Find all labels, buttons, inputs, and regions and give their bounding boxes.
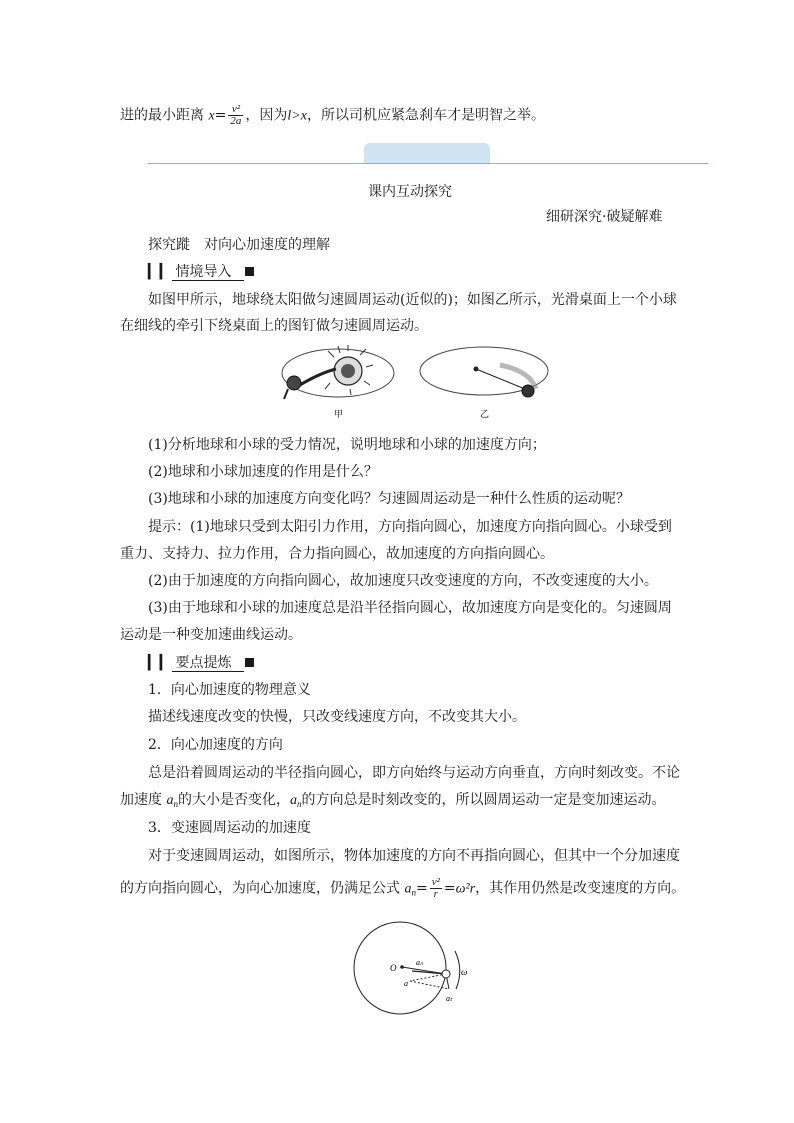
hint-line: (2)由于加速度的方向指向圆心，故加速度只改变速度的方向，不改变速度的大小。 (148, 573, 658, 589)
section-banner-tab (364, 143, 490, 164)
label-an: aₙ (416, 958, 424, 967)
point-3-formula-line: 的方向指向圆心，为向心加速度，仍满足公式 $a_n=$ $\frac{\text{v²}}{r}$ =ω²r，其作用仍然是改变速度的方向。 (120, 876, 686, 900)
point-1-body: 描述线速度改变的快慢，只改变线速度方向，不改变其大小。 (148, 709, 526, 725)
section-subtitle: 细研深究·破疑解难 (546, 209, 663, 225)
earth-sun-figure (282, 345, 394, 399)
question-3: (3)地球和小球的加速度方向变化吗？匀速圆周运动是一种什么性质的运动呢？ (148, 491, 630, 507)
label-at: aₜ (446, 994, 453, 1003)
hint-line: 运动是一种变加速曲线运动。 (120, 627, 302, 643)
carryover-line: 进的最小距离 x= $\frac{\text{v²}}{2a}$ ，因为l>x，所以司机应紧急刹车才是明智之举。 (120, 103, 545, 127)
fraction: $\frac{\text{v²}}{2a}$ (230, 103, 242, 127)
section-divider (148, 163, 708, 164)
label-o: O (390, 963, 397, 973)
acceleration-diagram (350, 915, 480, 1015)
label-omega: ω (461, 967, 468, 977)
hint-line: 提示：(1)地球只受到太阳引力作用，方向指向圆心，加速度方向指向圆心。小球受到 (148, 519, 672, 535)
point-3-body: 对于变速圆周运动，如图所示，物体加速度的方向不再指向圆心，但其中一个分加速度 (148, 848, 680, 864)
label-jia: 甲 (334, 410, 344, 420)
hint-line: (3)由于地球和小球的加速度总是沿半径指向圆心，故加速度方向是变化的。匀速圆周 (148, 600, 672, 616)
question-2: (2)地球和小球加速度的作用是什么？ (148, 464, 378, 480)
hint-line: 重力、支持力、拉力作用，合力指向圆心，故加速度的方向指向圆心。 (120, 546, 554, 562)
point-2-title: 2．向心加速度的方向 (148, 737, 283, 753)
tag-key-points: ▎▎ 要点提炼 (148, 653, 254, 673)
point-2-body: 总是沿着圆周运动的半径指向圆心，即方向始终与运动方向垂直，方向时刻改变。不论 (148, 765, 680, 781)
ball-pin-figure (420, 347, 548, 397)
question-1: (1)分析地球和小球的受力情况，说明地球和小球的加速度方向； (148, 437, 546, 453)
point-1-title: 1．向心加速度的物理意义 (148, 682, 311, 698)
point-3-title: 3．变速圆周运动的加速度 (148, 820, 311, 836)
label-a: a (404, 979, 408, 988)
section-title: 课内互动探究 (368, 184, 452, 200)
intro-line: 在细线的牵引下绕桌面上的图钉做匀速圆周运动。 (120, 318, 428, 334)
point-2-body: 加速度 $a_n$的大小是否变化，$a_n$的方向总是时刻改变的，所以圆周运动一定是变加速运动。 (120, 792, 666, 809)
tag-scenario: ▎▎ 情境导入 (148, 262, 254, 282)
label-yi: 乙 (480, 410, 490, 420)
intro-line: 如图甲所示，地球绕太阳做匀速圆周运动(近似的)；如图乙所示，光滑桌面上一个小球 (148, 292, 677, 308)
orbit-figures (280, 345, 550, 425)
topic-heading: 探究蹝 对向心加速度的理解 (148, 237, 330, 253)
fraction: $\frac{\text{v²}}{r}$ (431, 876, 440, 900)
